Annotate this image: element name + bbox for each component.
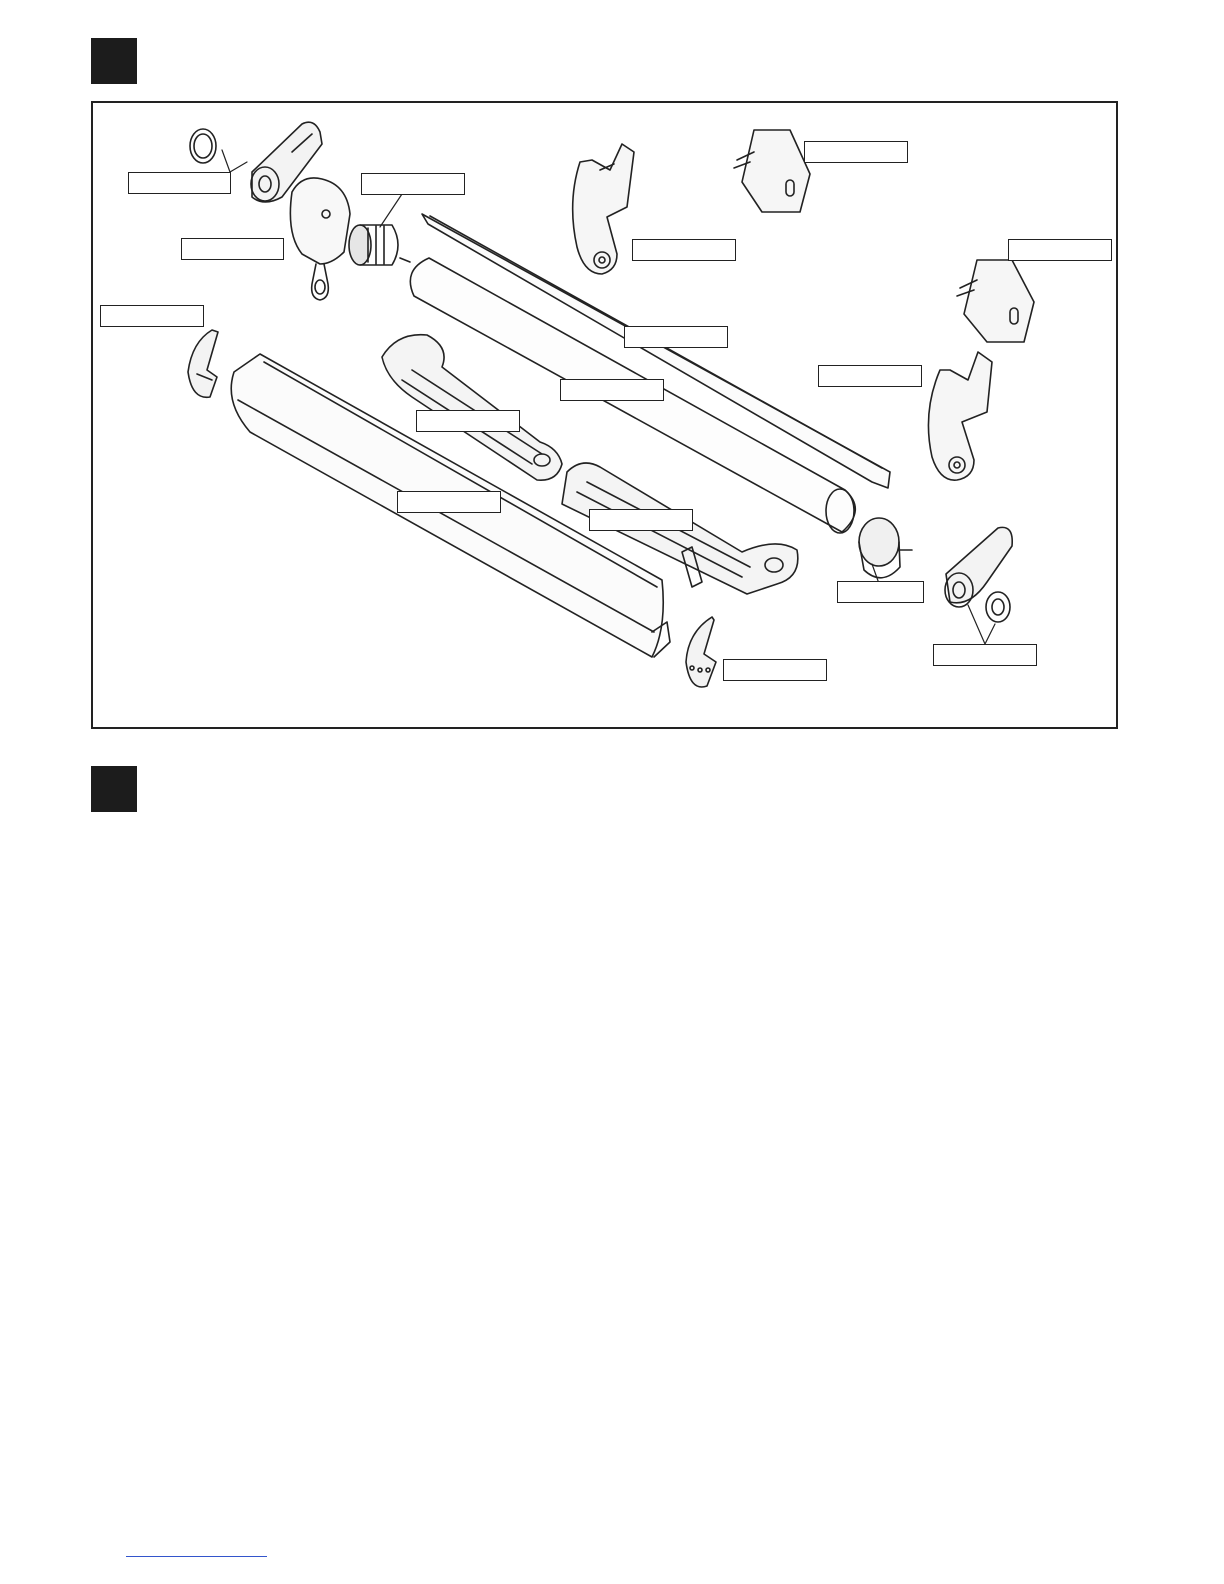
callout-wall-bracket-top <box>804 141 908 163</box>
callout-front-profile <box>397 491 501 513</box>
callout-ring-left <box>128 172 231 194</box>
callout-end-cap-left <box>181 238 284 260</box>
callout-folding-arm-right <box>589 509 693 531</box>
tube-plug-right <box>859 518 912 578</box>
arm-bracket-right <box>928 352 992 480</box>
end-clip-left <box>188 330 218 397</box>
footer-link-underline[interactable] <box>126 1556 267 1557</box>
parts-drawing <box>93 103 1120 731</box>
callout-arm-bracket-top <box>632 239 736 261</box>
callout-clip-left <box>100 305 204 327</box>
arm-bracket-top <box>573 144 634 274</box>
ring-washer-right <box>986 592 1010 622</box>
callout-folding-arm-left <box>416 410 520 432</box>
callout-wall-bracket-right <box>1008 239 1112 261</box>
callout-case-top <box>624 326 728 348</box>
callout-clip-right <box>723 659 827 681</box>
exploded-parts-diagram <box>91 101 1118 729</box>
callout-plug-right <box>837 581 924 603</box>
section-marker-2 <box>91 766 137 812</box>
drive-adapter <box>349 225 410 265</box>
callout-end-cap-right <box>933 644 1037 666</box>
callout-roller-tube <box>560 379 664 401</box>
callout-arm-bracket-right <box>818 365 922 387</box>
section-marker-1 <box>91 38 137 84</box>
crank-gear-housing <box>290 178 350 300</box>
end-clip-right <box>686 617 716 687</box>
wall-bracket-right <box>957 260 1034 342</box>
callout-spool <box>361 173 465 195</box>
wall-bracket-top <box>734 130 810 212</box>
ring-washer-left <box>190 129 216 163</box>
end-cap-right <box>945 527 1012 607</box>
